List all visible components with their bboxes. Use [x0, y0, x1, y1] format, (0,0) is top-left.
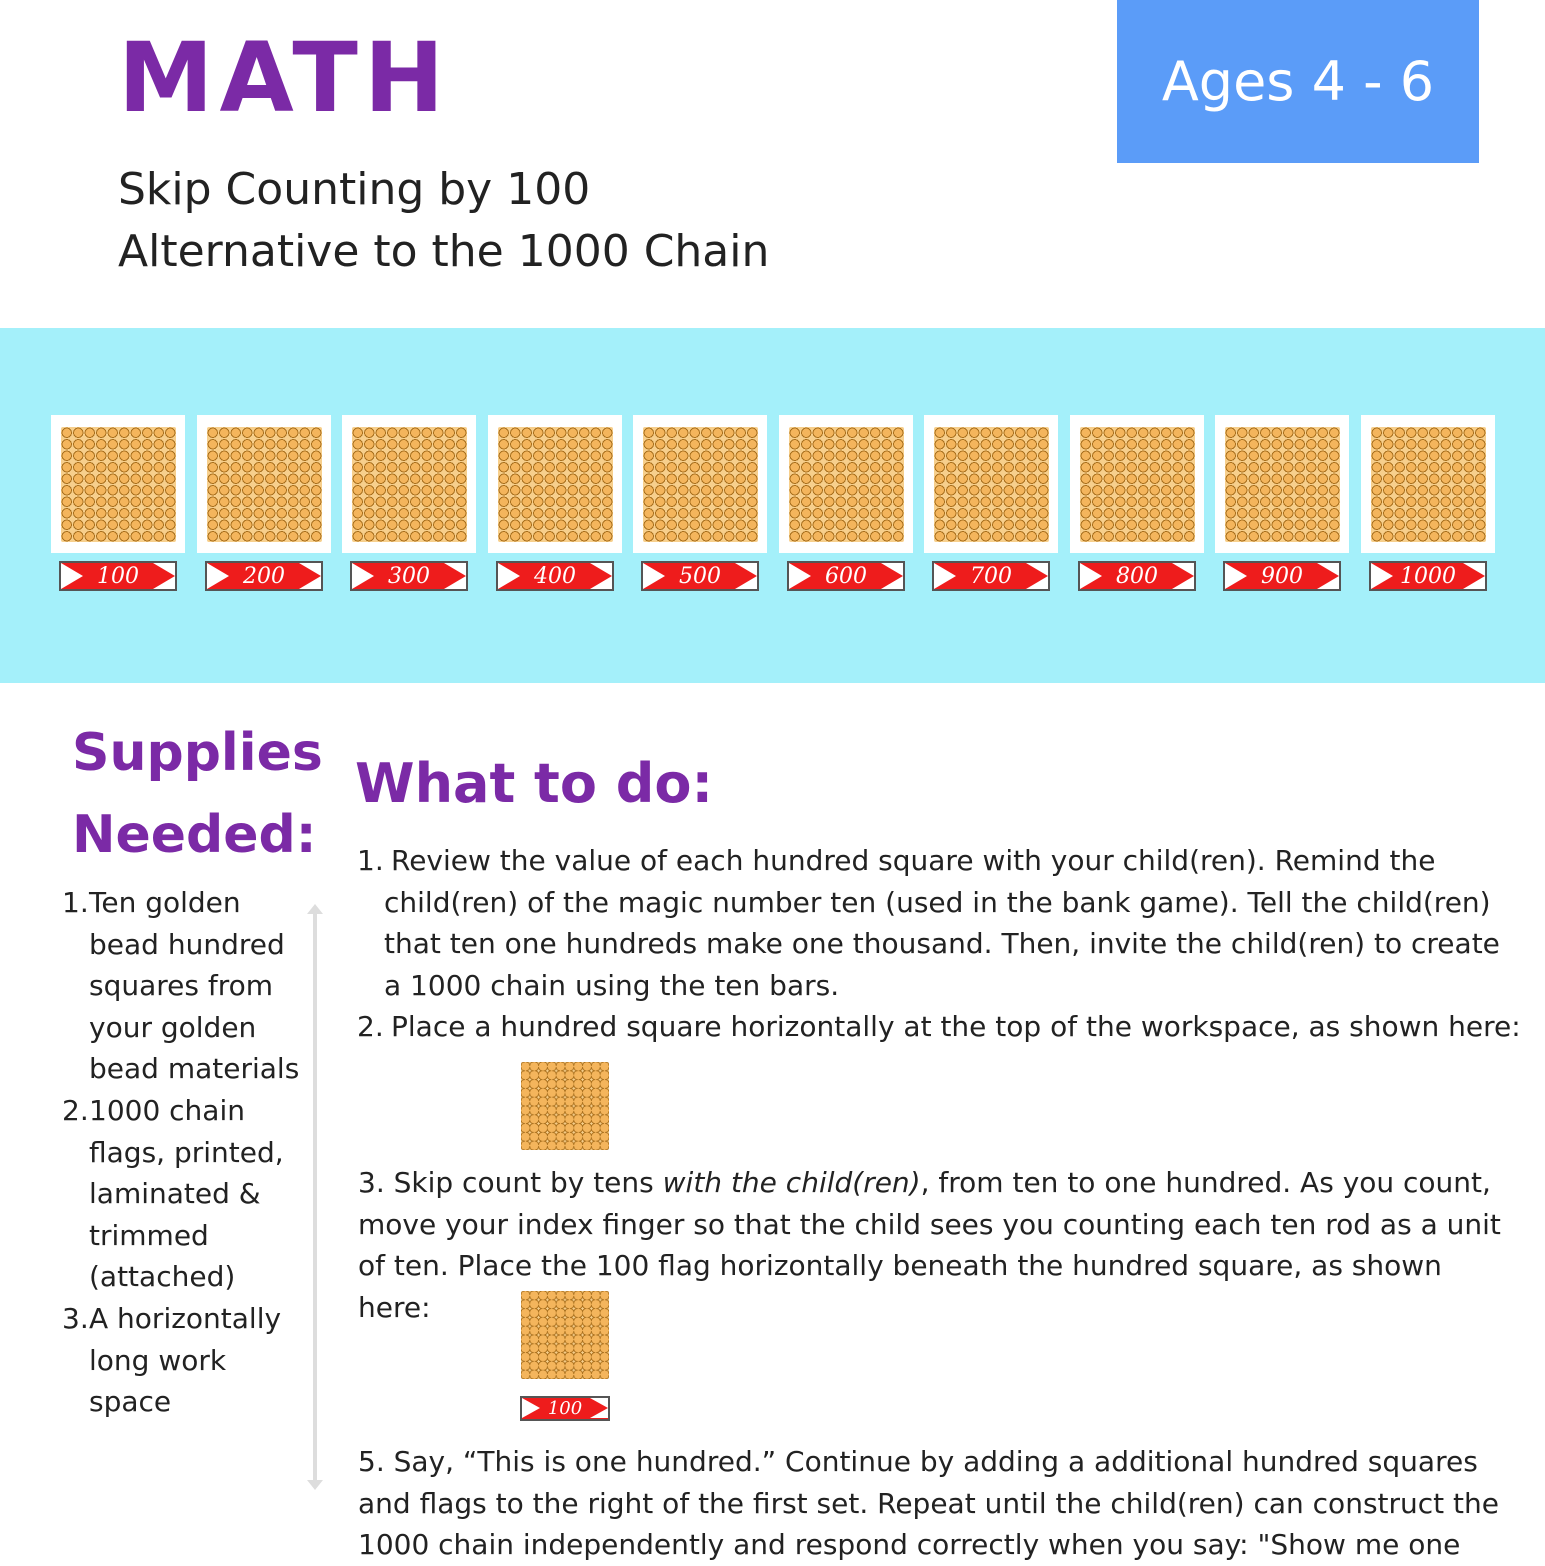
chain-flag	[350, 561, 468, 591]
golden-bead-hundred-square	[643, 427, 758, 542]
hundred-square-tile	[1361, 415, 1495, 553]
chain-flag	[787, 561, 905, 591]
example-hundred-square-with-flag	[521, 1291, 609, 1379]
step-1	[357, 840, 1507, 1006]
step-5: 5. Say, “This is one hundred.” Continue by adding a additional hundred squares and flags to the right of the first set. Repeat until the child(ren) can construct the 1000 chain independently and respond correctly when you say: "Show me one	[358, 1445, 1499, 1562]
what-to-do-title: What to do:	[355, 752, 714, 815]
supplies-title-line-1: Supplies	[72, 723, 323, 783]
golden-bead-hundred-square	[61, 427, 176, 542]
supplies-item	[62, 882, 302, 1090]
chain-flag	[1078, 561, 1196, 591]
hundred-square-tile	[51, 415, 185, 553]
subtitle-line-1: Skip Counting by 100	[118, 164, 591, 215]
chain-flag	[205, 561, 323, 591]
golden-bead-hundred-square	[498, 427, 613, 542]
chain-flag-label: 1000	[1400, 563, 1456, 589]
hundred-square-tile	[1070, 415, 1204, 553]
step-1-rest: child(ren) of the magic number ten (used in the bank game). Tell the child(ren) that ten one hundreds make one thousand. Then, invite the child(ren) to create a 1000 chain using the ten bars.	[384, 885, 1500, 1002]
chain-flag-label: 800	[1116, 563, 1158, 589]
hundred-square-tile	[488, 415, 622, 553]
supplies-item	[62, 1298, 302, 1423]
supplies-list	[62, 882, 302, 1423]
example-flag-label: 100	[547, 1398, 583, 1419]
age-badge: Ages 4 - 6	[1117, 0, 1479, 163]
step-3-text-start: 3. Skip count by tens	[358, 1166, 663, 1199]
chain-flag	[496, 561, 614, 591]
golden-bead-hundred-square	[1371, 427, 1486, 542]
chain-flag-label: 300	[388, 563, 430, 589]
supplies-item-text: Ten golden bead hundred squares from your golden bead materials	[89, 886, 300, 1086]
hundred-square-tile	[779, 415, 913, 553]
chain-flag	[1223, 561, 1341, 591]
supplies-item-number: 2.	[62, 1093, 89, 1127]
golden-bead-hundred-square	[352, 427, 467, 542]
golden-bead-hundred-square	[789, 427, 904, 542]
golden-bead-hundred-square	[1225, 427, 1340, 542]
supplies-title-line-2: Needed:	[72, 805, 317, 865]
chain-flag-label: 900	[1261, 563, 1303, 589]
chain-flag-label: 500	[679, 563, 721, 589]
subtitle-line-2: Alternative to the 1000 Chain	[118, 226, 770, 277]
chain-flag	[641, 561, 759, 591]
hundred-square-tile	[1215, 415, 1349, 553]
supplies-item-text: A horizontally long work space	[89, 1301, 282, 1419]
step-1-first-line: Review the value of each hundred square with your child(ren). Remind the	[391, 844, 1436, 877]
supplies-item-number: 3.	[62, 1301, 89, 1335]
chain-flag	[932, 561, 1050, 591]
golden-bead-hundred-square	[1080, 427, 1195, 542]
supplies-title	[72, 712, 322, 876]
golden-bead-hundred-square	[207, 427, 322, 542]
hundred-square-tile	[342, 415, 476, 553]
step-3-text-end: , from ten to one hundred. As you count, move your index finger so that the child sees you counting each ten rod as a unit of ten. Place the 100 flag horizontally beneath the hundred square, as shown here:	[358, 1166, 1501, 1324]
hundred-square-tile	[924, 415, 1058, 553]
supplies-item-text: 1000 chain flags, printed, laminated & trimmed (attached)	[89, 1093, 284, 1294]
chain-flag-label: 100	[97, 563, 139, 589]
chain-flag-label: 700	[970, 563, 1012, 589]
chain-flag-label: 400	[534, 563, 576, 589]
example-hundred-square	[521, 1062, 609, 1150]
chain-flag	[59, 561, 177, 591]
step-2-number: 2.	[357, 1010, 384, 1043]
supplies-item-number: 1.	[62, 886, 89, 919]
step-2-text: Place a hundred square horizontally at the top of the workspace, as shown here:	[391, 1010, 1521, 1043]
chain-flag-label: 600	[825, 563, 867, 589]
step-2	[357, 1006, 1527, 1048]
hundred-chain-band	[0, 328, 1545, 683]
step-1-number: 1.	[357, 844, 384, 877]
chain-flag	[1369, 561, 1487, 591]
supplies-item	[62, 1090, 302, 1298]
hundred-square-tile	[633, 415, 767, 553]
golden-bead-hundred-square	[934, 427, 1049, 542]
page-title: MATH	[118, 22, 451, 134]
hundred-square-tile	[197, 415, 331, 553]
vertical-divider	[313, 912, 317, 1482]
chain-flag-label: 200	[243, 563, 285, 589]
example-100-flag	[520, 1396, 610, 1421]
step-3-emphasis: with the child(ren)	[662, 1166, 921, 1199]
